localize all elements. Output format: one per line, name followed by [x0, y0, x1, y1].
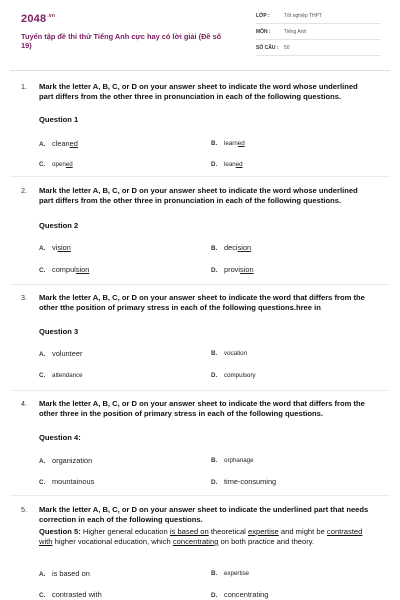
- option-c[interactable]: C. attendance: [39, 372, 83, 379]
- logo-suffix: .vn: [47, 13, 56, 19]
- option-b[interactable]: B. expertise: [211, 570, 250, 577]
- underlined-part: expertise: [247, 527, 279, 536]
- question-divider: [10, 390, 390, 391]
- option-c[interactable]: C. opened: [39, 161, 73, 168]
- underlined-part: sion: [75, 265, 90, 274]
- underlined-part: sion: [237, 243, 252, 252]
- meta-key: SỐ CÂU :: [256, 45, 279, 51]
- question-number: 2.: [21, 186, 27, 195]
- meta-value: 50: [284, 45, 290, 51]
- question-label: Question 5:: [39, 527, 81, 536]
- question-instruction: Mark the letter A, B, C, or D on your answer sheet to indicate the word whose underlined part differs from the other three in pronunciation in each of the following questions.: [39, 186, 358, 205]
- header-divider: [10, 70, 390, 71]
- option-d[interactable]: D. compulsory: [211, 372, 256, 379]
- underlined-part: ed: [237, 140, 245, 147]
- option-b[interactable]: B. orphanage: [211, 457, 254, 464]
- option-d[interactable]: D. concentrating: [211, 590, 269, 599]
- option-b[interactable]: B. vocation: [211, 350, 248, 357]
- question-divider: [10, 176, 390, 177]
- question-number: 5.: [21, 505, 27, 514]
- question-number: 1.: [21, 82, 27, 91]
- option-d[interactable]: D. provision: [211, 265, 254, 274]
- underlined-part: ed: [65, 161, 73, 168]
- option-a[interactable]: A. organization: [39, 456, 93, 465]
- option-d[interactable]: D. leaned: [211, 161, 243, 168]
- page-header: [0, 0, 400, 66]
- question-number: 3.: [21, 293, 27, 302]
- option-a[interactable]: A. vision: [39, 243, 71, 252]
- option-c[interactable]: C. mountainous: [39, 477, 95, 486]
- site-logo[interactable]: [21, 13, 55, 25]
- meta-row-count: [256, 42, 381, 56]
- option-c[interactable]: C. compulsion: [39, 265, 90, 274]
- meta-key: MÔN :: [256, 29, 271, 35]
- option-a[interactable]: A. is based on: [39, 569, 90, 578]
- underlined-part: sion: [57, 243, 71, 252]
- option-b[interactable]: B. learned: [211, 140, 245, 147]
- underlined-part: ed: [69, 139, 78, 148]
- option-a[interactable]: A. volunteer: [39, 349, 83, 358]
- underlined-part: sion: [240, 265, 254, 274]
- question-divider: [10, 495, 390, 496]
- option-b[interactable]: B. decision: [211, 243, 252, 252]
- meta-key: LỚP :: [256, 13, 270, 19]
- meta-row-class: [256, 10, 381, 24]
- underlined-part: concentrating: [172, 537, 219, 546]
- question-label: Question 3: [39, 327, 79, 336]
- question-instruction: Mark the letter A, B, C, or D on your answer sheet to indicate the word that differs from the other three in the position of primary stress in each of the following questions.: [39, 399, 365, 418]
- option-d[interactable]: D. time-consuming: [211, 477, 277, 486]
- document-title: Tuyển tập đề thi thử Tiếng Anh cực hay có lời giải (Đề số 19): [21, 32, 222, 50]
- option-c[interactable]: C. contrasted with: [39, 590, 102, 599]
- question-instruction: Mark the letter A, B, C, or D on your answer sheet to indicate the word whose underlined part differs from the other three in pronunciation in each of the following questions.: [39, 82, 358, 101]
- question-instruction: Mark the letter A, B, C, or D on your answer sheet to indicate the underlined part that needs correction in each of the following questions.: [39, 505, 369, 524]
- meta-value: Tiếng Anh: [284, 29, 307, 35]
- question-label: Question 1: [39, 115, 79, 124]
- meta-row-subject: [256, 26, 381, 40]
- option-a[interactable]: A. cleaned: [39, 139, 78, 148]
- question-number: 4.: [21, 399, 27, 408]
- question-label: Question 4:: [39, 433, 81, 442]
- meta-value: Tốt nghiệp THPT: [284, 13, 322, 19]
- underlined-part: ed: [235, 161, 243, 168]
- question-sentence: Question 5: Higher general education is based on theoretical expertise and might be contrasted with higher vocational education, which concentrating on both practice and theory.: [39, 527, 363, 546]
- question-divider: [10, 284, 390, 285]
- logo-text: 2048: [21, 13, 47, 25]
- underlined-part: contrasted with: [39, 527, 363, 546]
- underlined-part: is based on: [169, 527, 209, 536]
- question-label: Question 2: [39, 221, 79, 230]
- question-instruction: Mark the letter A, B, C, or D on your answer sheet to indicate the word that differs from the other tthe position of primary stress in each of the following questions.hree in: [39, 293, 365, 312]
